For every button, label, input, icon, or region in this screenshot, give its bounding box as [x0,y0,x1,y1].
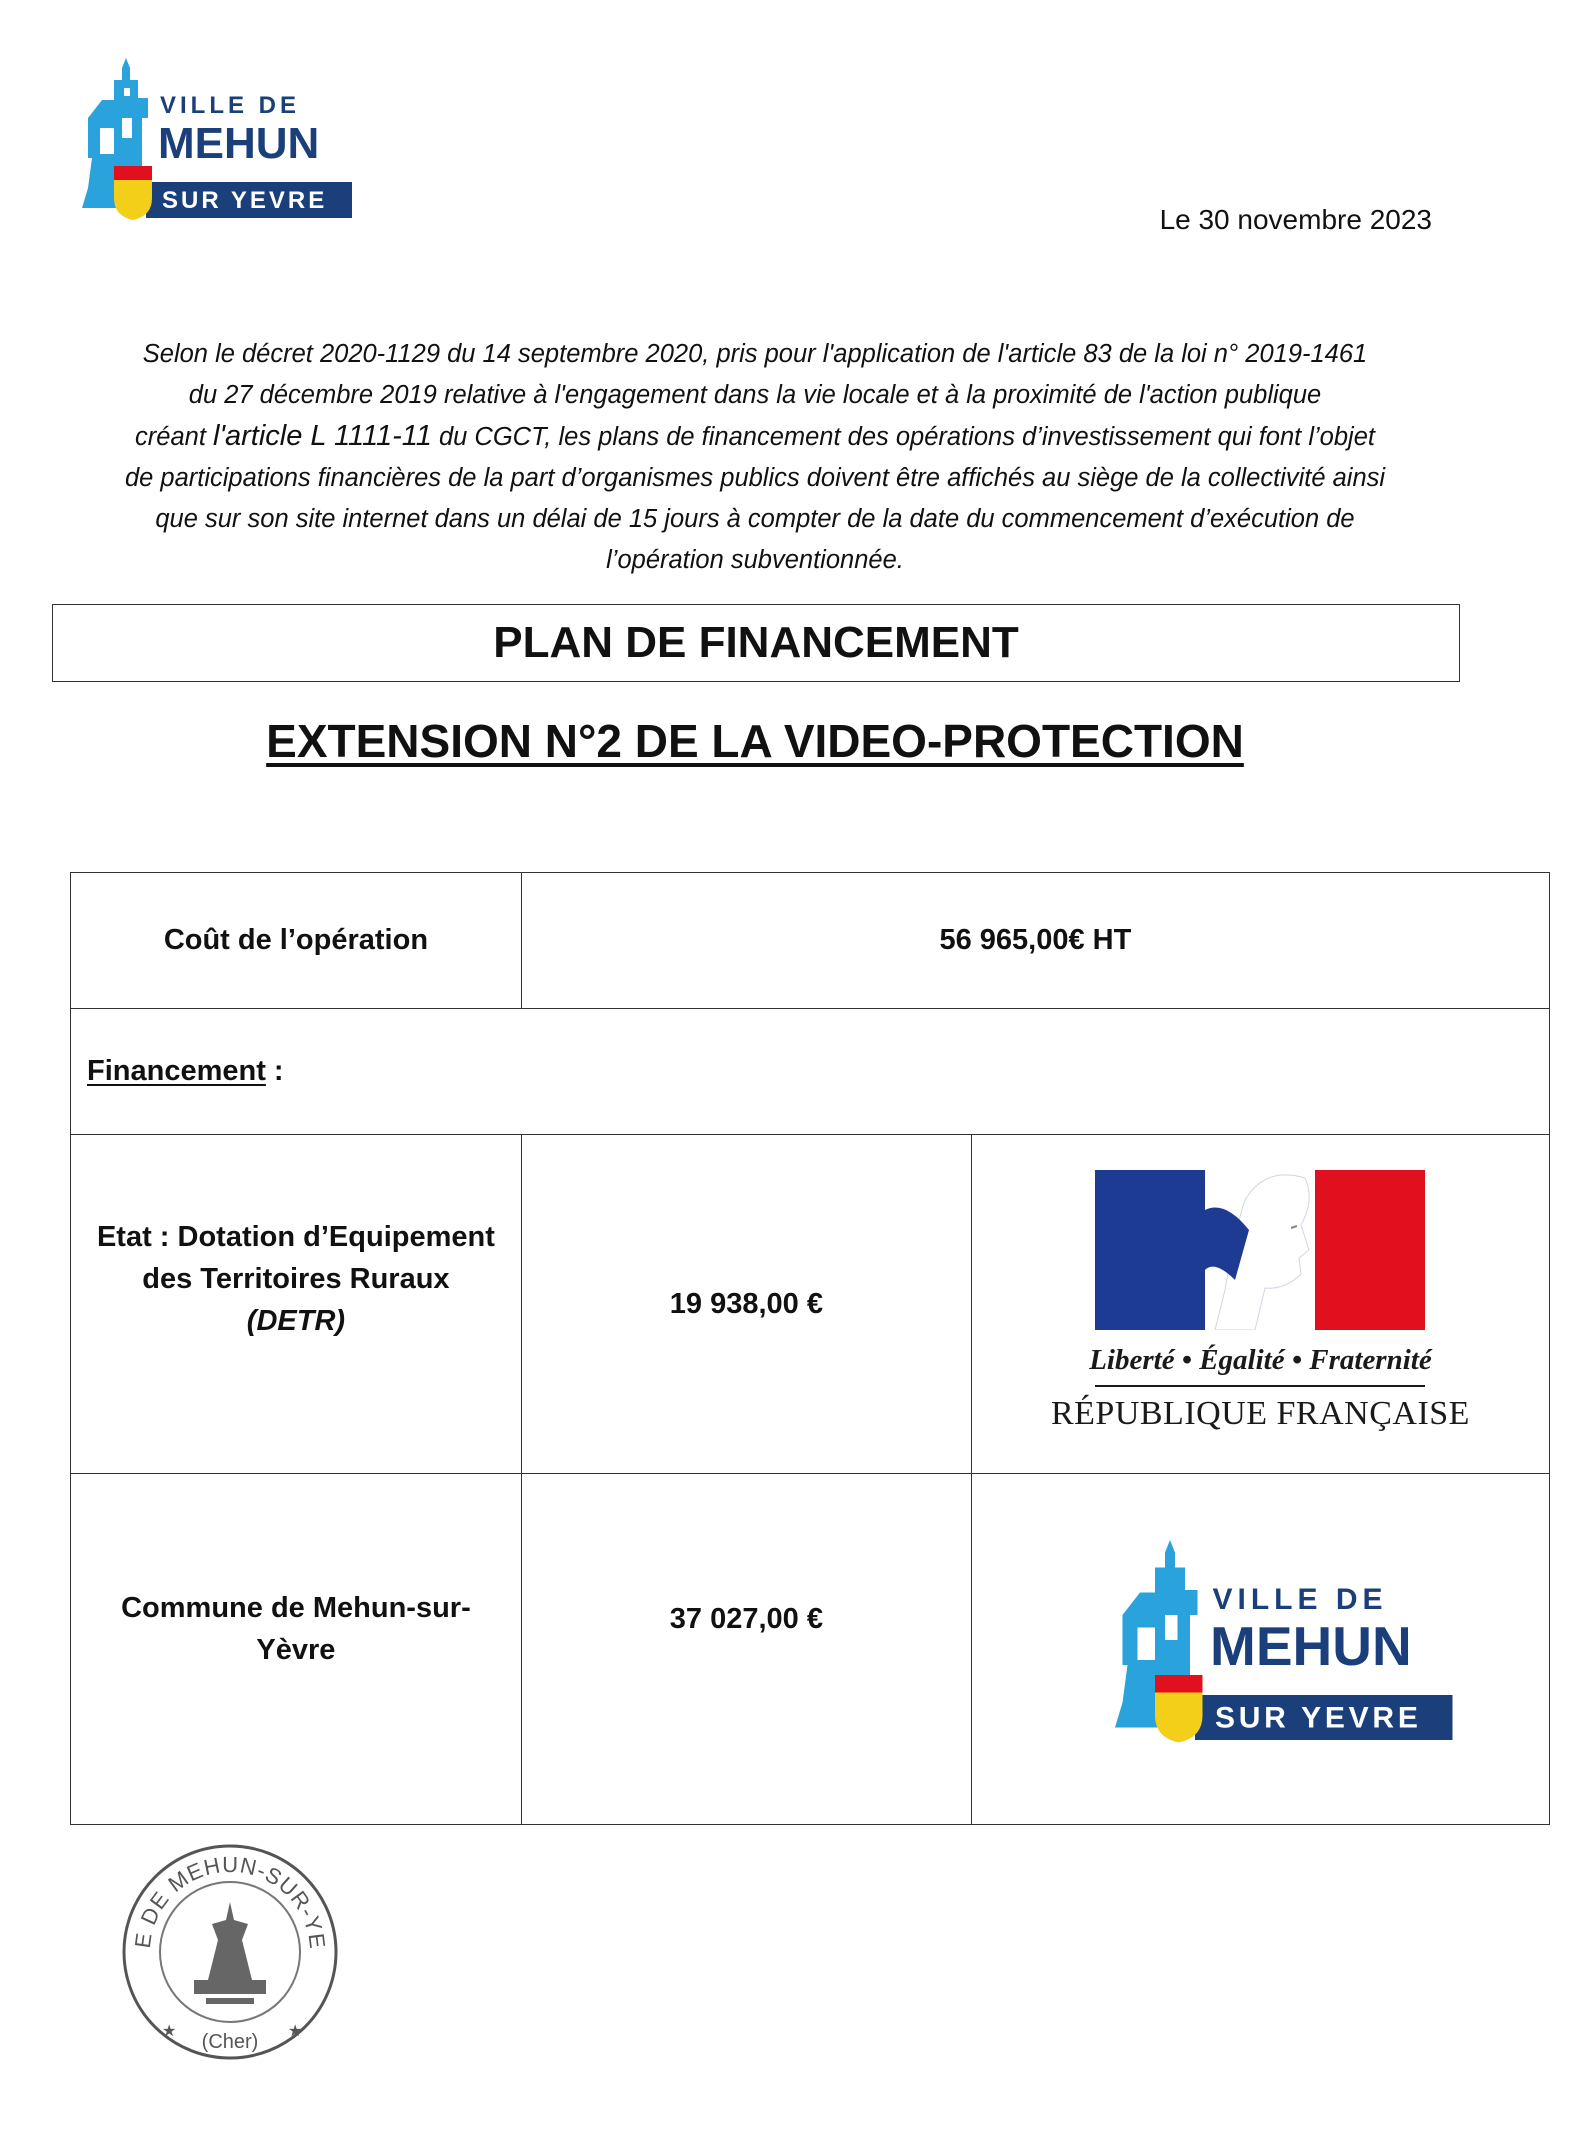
page-title: PLAN DE FINANCEMENT [52,604,1460,682]
funder-label: Commune de Mehun-sur- Yèvre [71,1474,522,1825]
funder-label: Etat : Dotation d’Equipement des Territoires Ruraux (DETR) [71,1135,522,1474]
marianne-icon [1205,1170,1315,1330]
table-row [71,1009,1550,1135]
svg-text:★: ★ [288,2023,303,2040]
tricolor-flag [1095,1170,1425,1330]
table-row [71,873,1550,1009]
republique-name: RÉPUBLIQUE FRANÇAISE [1050,1394,1470,1432]
svg-text:SUR YEVRE: SUR YEVRE [1215,1701,1423,1735]
legal-line: de participations financières de la part d’organismes publics doivent être affichés au siège de la collectivité ainsi [124,464,1386,492]
funder-amount: 37 027,00 € [521,1474,971,1825]
svg-text:★: ★ [162,2023,177,2040]
legal-line: Selon le décret 2020-1129 du 14 septembre 2020, pris pour l'application de l'article 83 de la loi n° 2019-1461 [142,340,1368,368]
cost-value: 56 965,00€ HT [521,873,1549,1009]
republique-devise: Liberté • Égalité • Fraternité [1089,1343,1432,1376]
financing-heading: Financement : [71,1009,1550,1135]
legal-line: l’opération subventionnée. [606,546,904,574]
cost-label: Coût de l’opération [71,873,522,1009]
page-subtitle: EXTENSION N°2 DE LA VIDEO-PROTECTION [266,715,1244,767]
official-stamp [118,1840,342,2064]
document-date: Le 30 novembre 2023 [1159,204,1432,235]
financing-table [70,872,1550,1825]
article-reference: l'article L 1111-11 [213,420,432,452]
legal-line: créant l'article L 1111-11 du CGCT, les plans de financement des opérations d’investissement qui font l’objet [135,420,1375,452]
legal-line: que sur son site internet dans un délai de 15 jours à compter de la date du commencement d’exécution de [155,505,1355,533]
logo-line1: VILLE DE [160,92,301,119]
logo-line3: SUR YEVRE [162,187,328,214]
mehun-logo [78,58,358,226]
funder-amount: 19 938,00 € [521,1135,971,1474]
svg-text:VILLE DE: VILLE DE [1212,1582,1388,1616]
legal-line: du 27 décembre 2019 relative à l'engagement dans la vie locale et à la proximité de l'action publique [188,381,1322,409]
table-row [71,1135,1550,1474]
stamp-bottom-text: (Cher) [201,2031,259,2053]
logo-line2: MEHUN [158,119,320,168]
table-row [71,1474,1550,1825]
republique-logo [971,1135,1549,1474]
svg-text:MEHUN: MEHUN [1210,1615,1413,1677]
legal-notice [60,334,1450,581]
stamp-text: E DE MEHUN-SUR-YE [129,1851,331,1951]
mehun-logo-small [971,1474,1549,1825]
